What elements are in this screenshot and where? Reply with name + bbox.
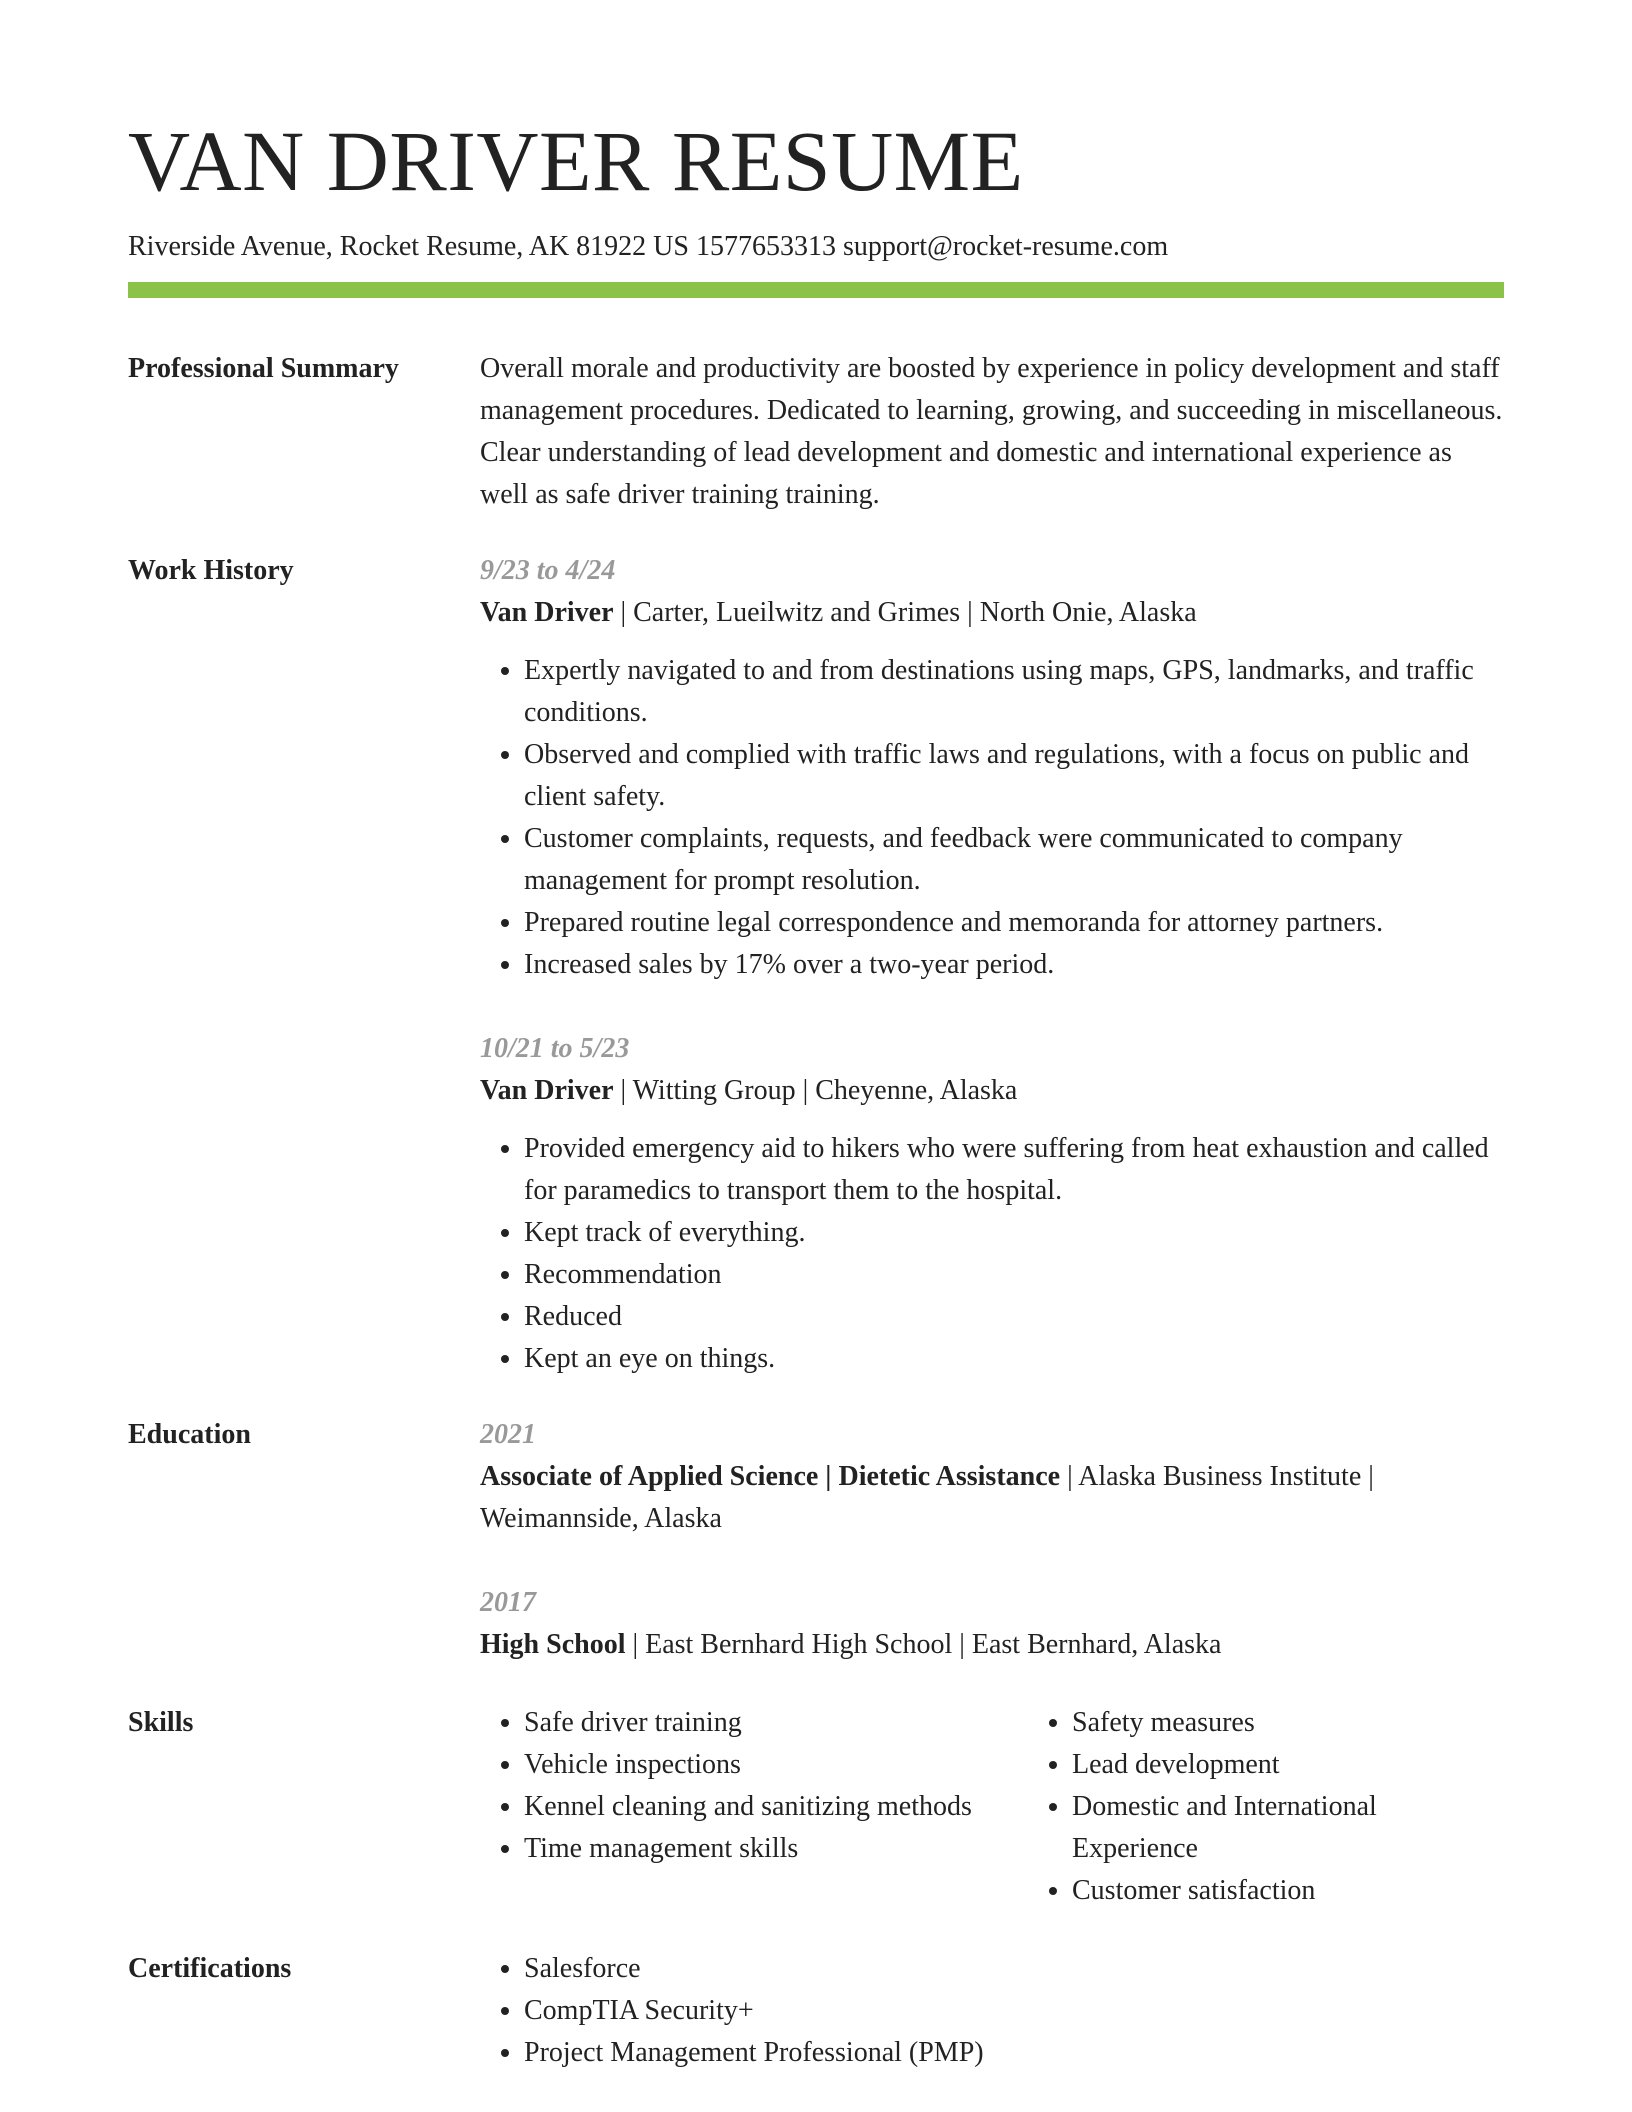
job-bullets [480, 650, 1504, 986]
section-label-education: Education [128, 1418, 251, 1450]
certifications-list [480, 1948, 1504, 2074]
work-history-section [128, 550, 1504, 1380]
job-bullet: • Recommendation [524, 1254, 1504, 1296]
skill-item: • Safe driver training [524, 1702, 1028, 1744]
section-label-work: Work History [128, 554, 294, 586]
job-bullet: • Reduced [524, 1296, 1504, 1338]
header-divider [128, 282, 1504, 298]
job-bullet: • Customer complaints, requests, and feedback were communicated to company management for prompt resolution. [524, 818, 1504, 902]
job-bullet: • Provided emergency aid to hikers who were suffering from heat exhaustion and called for paramedics to transport them to the hospital. [524, 1128, 1504, 1212]
summary-section [128, 348, 1504, 516]
certifications-section [128, 1948, 1504, 2074]
job-bullets [480, 1128, 1504, 1380]
certification-item: • Salesforce [524, 1948, 1504, 1990]
certification-item: • Project Management Professional (PMP) [524, 2032, 1504, 2074]
education-year: 2021 [480, 1418, 536, 1450]
job-title: Van Driver [480, 596, 614, 628]
education-degree: Associate of Applied Science | Dietetic Assistance [480, 1460, 1061, 1492]
skill-item: • Customer satisfaction [1072, 1870, 1504, 1912]
education-body [480, 1414, 1504, 1666]
contact-line: Riverside Avenue, Rocket Resume, AK 81922 US 1577653313 support@rocket-resume.com [128, 231, 1169, 262]
job-dates: 9/23 to 4/24 [480, 554, 616, 586]
job-entry [480, 550, 1504, 986]
skills-section [128, 1702, 1504, 1912]
job-bullet: • Kept track of everything. [524, 1212, 1504, 1254]
skill-item: • Time management skills [524, 1828, 1028, 1870]
job-entry [480, 1028, 1504, 1380]
job-bullet: • Expertly navigated to and from destinations using maps, GPS, landmarks, and traffic conditions. [524, 650, 1504, 734]
certification-item: • CompTIA Security+ [524, 1990, 1504, 2032]
education-entry [480, 1414, 1504, 1540]
certifications-body [480, 1948, 1504, 2074]
education-year: 2017 [480, 1586, 536, 1618]
skill-item: • Vehicle inspections [524, 1744, 1028, 1786]
education-school-location: | East Bernhard High School | East Bernhard, Alaska [625, 1628, 1222, 1660]
education-section [128, 1414, 1504, 1666]
skill-item: • Safety measures [1072, 1702, 1504, 1744]
education-line [480, 1456, 1504, 1540]
skills-body [480, 1702, 1504, 1912]
education-school-location: | Alaska Business Institute | Weimannside, Alaska [480, 1460, 1374, 1534]
resume-page [128, 113, 1504, 2074]
job-bullet: • Kept an eye on things. [524, 1338, 1504, 1380]
skills-grid [480, 1702, 1504, 1912]
job-employer-location: | Witting Group | Cheyenne, Alaska [613, 1074, 1018, 1106]
education-degree: High School [480, 1628, 626, 1660]
skills-column-2 [1028, 1702, 1504, 1912]
skill-item: • Kennel cleaning and sanitizing methods [524, 1786, 1028, 1828]
education-line [480, 1624, 1504, 1666]
section-label-certifications: Certifications [128, 1952, 292, 1984]
resume-title: VAN DRIVER RESUME [128, 113, 1024, 209]
job-role-line [480, 1070, 1504, 1112]
work-history-body [480, 550, 1504, 1380]
job-employer-location: | Carter, Lueilwitz and Grimes | North Onie, Alaska [613, 596, 1197, 628]
education-entry [480, 1582, 1504, 1666]
job-bullet: • Increased sales by 17% over a two-year period. [524, 944, 1504, 986]
job-title: Van Driver [480, 1074, 614, 1106]
skill-item: • Lead development [1072, 1744, 1504, 1786]
job-dates: 10/21 to 5/23 [480, 1032, 630, 1064]
section-label-skills: Skills [128, 1706, 194, 1738]
section-label-summary: Professional Summary [128, 352, 399, 384]
job-bullet: • Observed and complied with traffic laws and regulations, with a focus on public and client safety. [524, 734, 1504, 818]
skill-item: • Domestic and International Experience [1072, 1786, 1504, 1870]
job-bullet: • Prepared routine legal correspondence and memoranda for attorney partners. [524, 902, 1504, 944]
skills-column-1 [480, 1702, 1028, 1912]
summary-text: Overall morale and productivity are boosted by experience in policy development and staff management procedures. Dedicated to learning, growing, and succeeding in miscellaneous. Clear understanding of lead development and domestic and international experience as well as safe driver training training. [480, 352, 1503, 510]
job-role-line [480, 592, 1504, 634]
